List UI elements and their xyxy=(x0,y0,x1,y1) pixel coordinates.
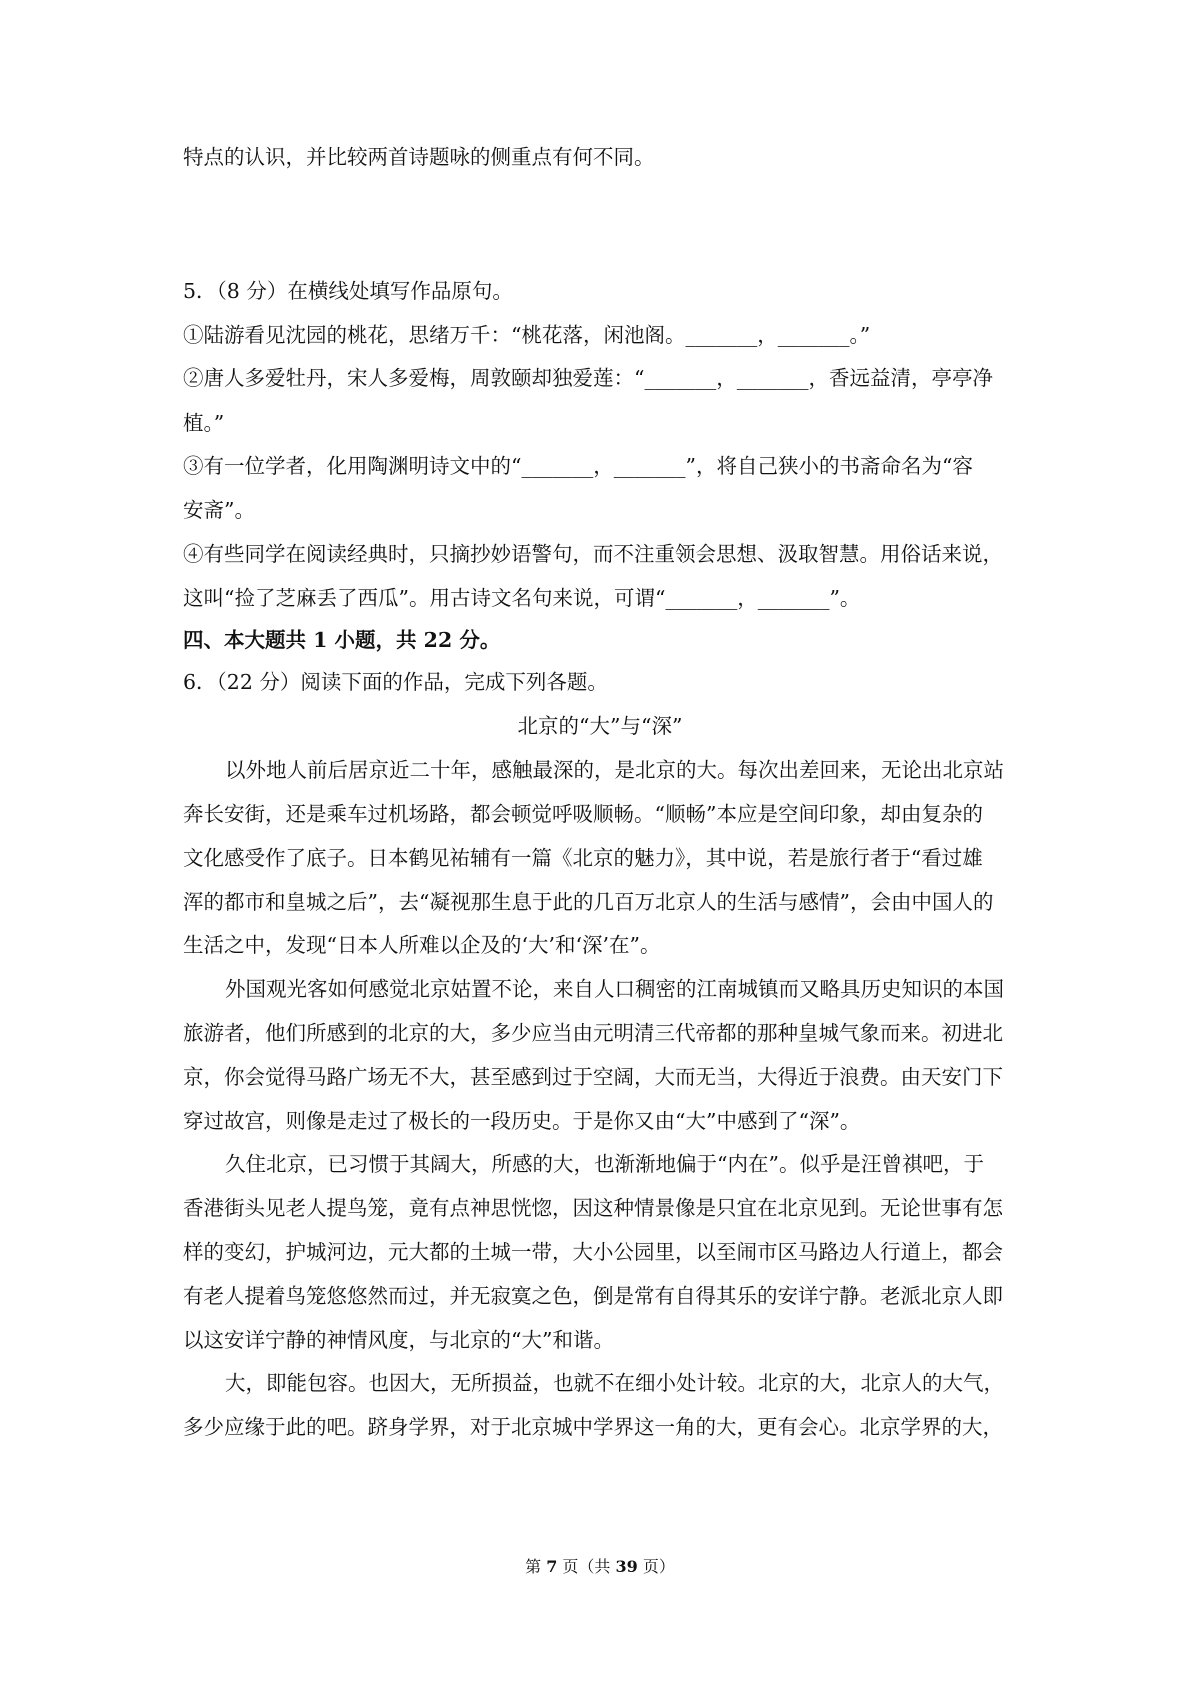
footer-middle: 页（共 xyxy=(557,1557,616,1576)
paragraph-4-line: 大，即能包容。也因大，无所损益，也就不在细小处计较。北京的大，北京人的大气， xyxy=(225,1371,1004,1395)
question-5-item-2: ②唐人多爱牡丹，宋人多爱梅，周敦颐却独爱莲：“_______，_______，香远益清，亭亭净 xyxy=(183,366,993,390)
paragraph-1-line: 生活之中，发现“日本人所难以企及的‘大’和‘深’在”。 xyxy=(183,933,661,957)
paragraph-1-line: 奔长安街，还是乘车过机场路，都会顿觉呼吸顺畅。“顺畅”本应是空间印象，却由复杂的 xyxy=(183,802,983,826)
paragraph-3-line: 有老人提着鸟笼悠悠然而过，并无寂寞之色，倒是常有自得其乐的安详宁静。老派北京人即 xyxy=(183,1284,1003,1308)
question-5-item-3: ③有一位学者，化用陶渊明诗文中的“_______，_______”，将自己狭小的书斋命名为“容 xyxy=(183,454,973,478)
paragraph-1-line: 文化感受作了底子。日本鹤见祐辅有一篇《北京的魅力》，其中说，若是旅行者于“看过雄 xyxy=(183,846,983,870)
question-5-item-4: ④有些同学在阅读经典时，只摘抄妙语警句，而不注重领会思想、汲取智慧。用俗话来说， xyxy=(183,542,1003,566)
footer-page-number: 7 xyxy=(546,1557,558,1576)
paragraph-4-line: 多少应缘于此的吧。跻身学界，对于北京城中学界这一角的大，更有会心。北京学界的大， xyxy=(183,1415,1003,1439)
question-6-header: 6．（22 分）阅读下面的作品，完成下列各题。 xyxy=(183,670,608,694)
paragraph-3-line: 香港街头见老人提鸟笼，竟有点神思恍惚，因这种情景像是只宜在北京见到。无论世事有怎 xyxy=(183,1196,1003,1220)
paragraph-2-line: 京，你会觉得马路广场无不大，甚至感到过于空阔，大而无当，大得近于浪费。由天安门下 xyxy=(183,1065,1003,1089)
paragraph-3-line: 以这安详宁静的神情风度，与北京的“大”和谐。 xyxy=(183,1328,614,1352)
article-title: 北京的“大”与“深” xyxy=(517,714,683,738)
intro-line: 特点的认识，并比较两首诗题咏的侧重点有何不同。 xyxy=(183,145,655,169)
question-5-item-1: ①陆游看见沈园的桃花，思绪万千：“桃花落，闲池阁。_______，_______。” xyxy=(183,323,871,347)
paragraph-3-line: 久住北京，已习惯于其阔大，所感的大，也渐渐地偏于“内在”。似乎是汪曾祺吧，于 xyxy=(225,1152,984,1176)
footer-prefix: 第 xyxy=(525,1557,547,1576)
question-5-item-4-cont: 这叫“捡了芝麻丢了西瓜”。用古诗文名句来说，可谓“_______，_______”。 xyxy=(183,586,861,610)
paragraph-2-line: 穿过故宫，则像是走过了极长的一段历史。于是你又由“大”中感到了“深”。 xyxy=(183,1109,861,1133)
question-5-header: 5．（8 分）在横线处填写作品原句。 xyxy=(183,279,513,303)
paragraph-1-line: 以外地人前后居京近二十年，感触最深的，是北京的大。每次出差回来，无论出北京站 xyxy=(225,758,1004,782)
section-4-heading: 四、本大题共 1 小题，共 22 分。 xyxy=(183,628,501,652)
footer-total-pages: 39 xyxy=(615,1557,638,1576)
page-footer xyxy=(0,1556,1200,1578)
paragraph-2-line: 旅游者，他们所感到的北京的大，多少应当由元明清三代帝都的那种皇城气象而来。初进北 xyxy=(183,1021,1003,1045)
paragraph-2-line: 外国观光客如何感觉北京姑置不论，来自人口稠密的江南城镇而又略具历史知识的本国 xyxy=(225,977,1004,1001)
footer-suffix: 页） xyxy=(637,1557,675,1576)
question-5-item-3-cont: 安斋”。 xyxy=(183,498,255,522)
paragraph-1-line: 浑的都市和皇城之后”，去“凝视那生息于此的几百万北京人的生活与感情”，会由中国人的 xyxy=(183,890,994,914)
question-5-item-2-cont: 植。” xyxy=(183,411,225,435)
paragraph-3-line: 样的变幻，护城河边，元大都的土城一带，大小公园里，以至闹市区马路边人行道上，都会 xyxy=(183,1240,1003,1264)
